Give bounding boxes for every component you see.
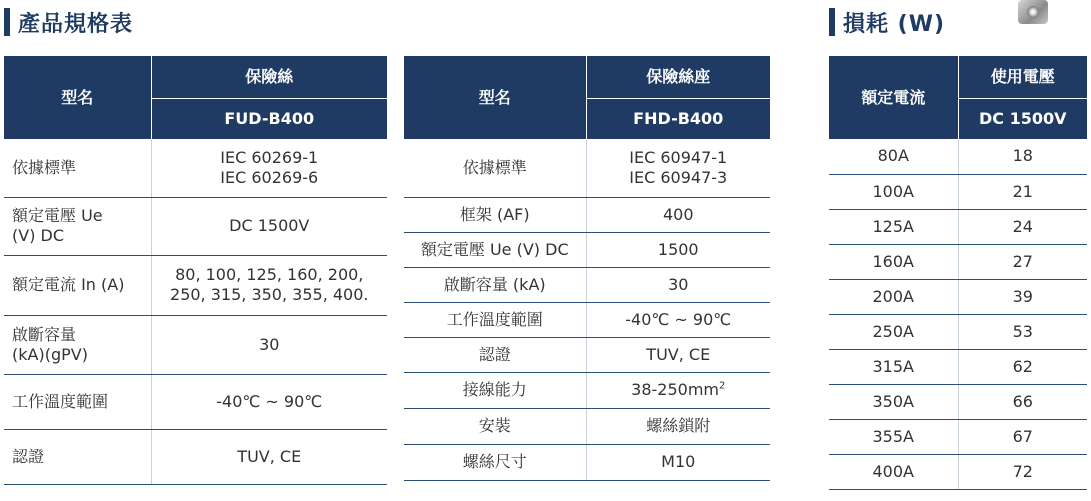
rated-current-cell: 400A [829, 454, 958, 489]
model-label-cell: 型名 [4, 56, 151, 139]
model-label-cell: 型名 [404, 56, 586, 139]
table-row [404, 444, 770, 480]
rated-current-cell: 160A [829, 244, 958, 279]
table-row [829, 384, 1087, 419]
product-name-cell: 保險絲 [151, 56, 387, 98]
row-label: 工作溫度範圍 [4, 374, 151, 429]
voltage-value-header: DC 1500V [958, 98, 1087, 139]
table-row [404, 232, 770, 267]
table-row [829, 454, 1087, 489]
rated-current-cell: 355A [829, 419, 958, 454]
bolt-icon [1027, 6, 1039, 18]
row-label: 工作溫度範圍 [404, 302, 586, 337]
loss-value-cell: 72 [958, 454, 1087, 489]
loss-table-body [829, 139, 1087, 489]
table-row [829, 314, 1087, 349]
loss-value-cell: 53 [958, 314, 1087, 349]
rated-current-header: 額定電流 [829, 56, 958, 139]
loss-value-cell: 39 [958, 279, 1087, 314]
voltage-header: 使用電壓 [958, 56, 1087, 98]
loss-value-cell: 67 [958, 419, 1087, 454]
table-row [4, 139, 387, 197]
table-row [404, 372, 770, 408]
table-row [829, 139, 1087, 174]
row-label: 啟斷容量 (kA) [404, 267, 586, 302]
row-label: 螺絲尺寸 [404, 444, 586, 480]
row-value: DC 1500V [151, 197, 387, 255]
table-row [4, 255, 387, 315]
row-value: -40℃ ~ 90℃ [586, 302, 770, 337]
product-name-cell: 保險絲座 [586, 56, 770, 98]
loss-value-cell: 27 [958, 244, 1087, 279]
loss-value-cell: 24 [958, 209, 1087, 244]
table-row [829, 349, 1087, 384]
model-number-cell: FUD-B400 [151, 98, 387, 139]
rated-current-cell: 250A [829, 314, 958, 349]
table-row [404, 408, 770, 444]
row-value: IEC 60269-1 IEC 60269-6 [151, 139, 387, 197]
table-row [829, 244, 1087, 279]
row-label: 依據標準 [4, 139, 151, 197]
row-value: M10 [586, 444, 770, 480]
loss-value-cell: 66 [958, 384, 1087, 419]
row-label: 額定電流 In (A) [4, 255, 151, 315]
title-accent-bar [4, 8, 10, 36]
loss-value-cell: 18 [958, 139, 1087, 174]
row-label: 安裝 [404, 408, 586, 444]
loss-title-text: 損耗 (W) [843, 11, 946, 37]
row-label: 額定電壓 Ue (V) DC [4, 197, 151, 255]
table-row [829, 279, 1087, 314]
row-value: 400 [586, 197, 770, 232]
row-label: 認證 [4, 429, 151, 484]
table-row [829, 209, 1087, 244]
rated-current-cell: 315A [829, 349, 958, 384]
row-value: 80, 100, 125, 160, 200, 250, 315, 350, 355, 400. [151, 255, 387, 315]
rated-current-cell: 100A [829, 174, 958, 209]
table-row [4, 315, 387, 374]
table-row [4, 429, 387, 484]
row-value: 螺絲鎖附 [586, 408, 770, 444]
row-label: 認證 [404, 337, 586, 372]
loss-value-cell: 21 [958, 174, 1087, 209]
row-value: $38-250mm^2$ [586, 372, 770, 408]
model-number-cell: FHD-B400 [586, 98, 770, 139]
fuse-spec-table [4, 56, 387, 485]
product-photo [1018, 0, 1048, 24]
rated-current-cell: 350A [829, 384, 958, 419]
table-row [404, 267, 770, 302]
row-label: 框架 (AF) [404, 197, 586, 232]
table-row [404, 197, 770, 232]
table-row [4, 197, 387, 255]
row-value: -40℃ ~ 90℃ [151, 374, 387, 429]
row-label: 啟斷容量 (kA)(gPV) [4, 315, 151, 374]
table-row [829, 419, 1087, 454]
row-value: 30 [151, 315, 387, 374]
row-value: TUV, CE [586, 337, 770, 372]
holder-spec-table [404, 56, 770, 481]
row-label: 額定電壓 Ue (V) DC [404, 232, 586, 267]
table-row [404, 302, 770, 337]
row-value: TUV, CE [151, 429, 387, 484]
table-row [4, 374, 387, 429]
loss-section-title [829, 6, 945, 38]
loss-table [829, 56, 1087, 490]
row-value: 1500 [586, 232, 770, 267]
spec-title-text: 產品規格表 [18, 11, 134, 37]
table-row [404, 139, 770, 197]
table-row [404, 337, 770, 372]
row-label: 依據標準 [404, 139, 586, 197]
spec-section-title [4, 6, 133, 38]
rated-current-cell: 80A [829, 139, 958, 174]
title-accent-bar [829, 8, 835, 36]
rated-current-cell: 125A [829, 209, 958, 244]
row-value: 30 [586, 267, 770, 302]
row-value: IEC 60947-1 IEC 60947-3 [586, 139, 770, 197]
loss-value-cell: 62 [958, 349, 1087, 384]
row-label: 接線能力 [404, 372, 586, 408]
rated-current-cell: 200A [829, 279, 958, 314]
table-row [829, 174, 1087, 209]
